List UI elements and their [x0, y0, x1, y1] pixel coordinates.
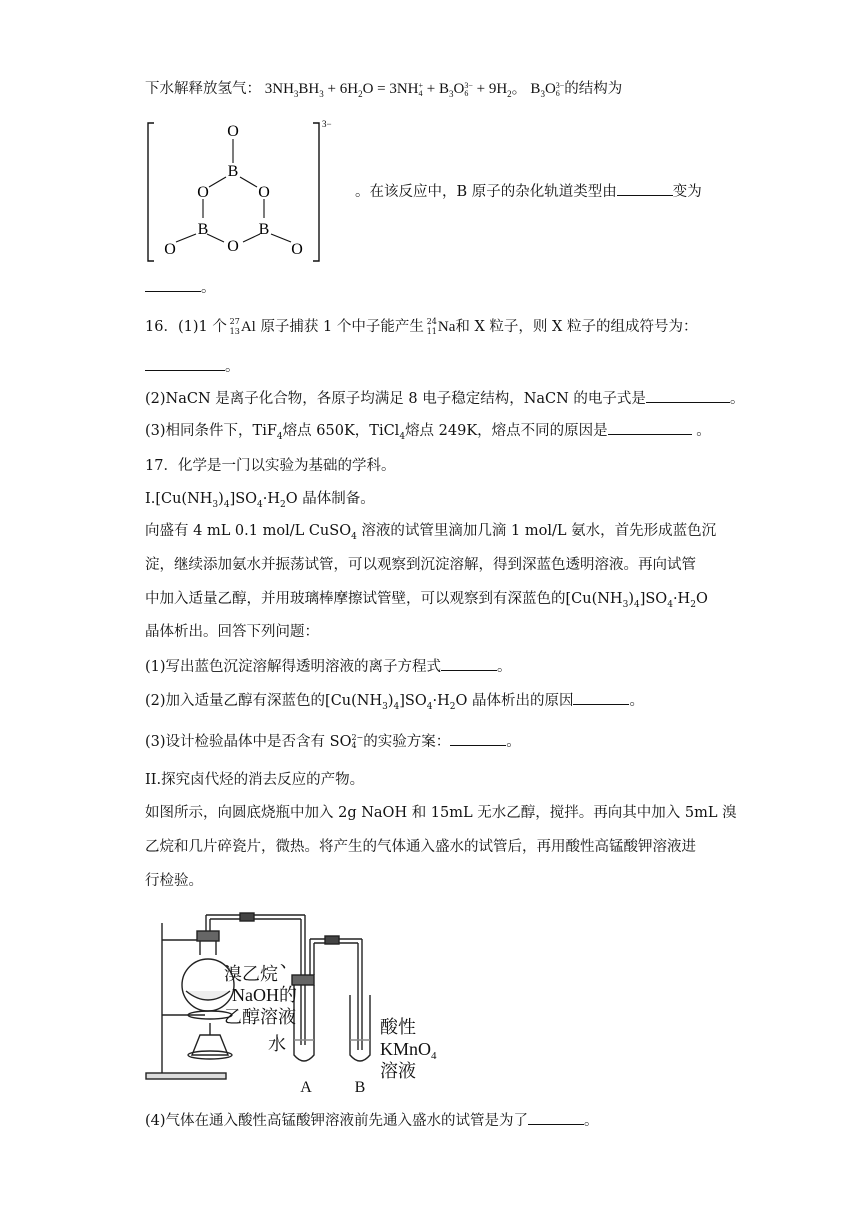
- q15-end: [145, 277, 216, 298]
- na-nuclide: 24 11: [426, 317, 437, 336]
- q17-p2-line2: 乙烷和几片碎瓷片，微热。将产生的气体通入盛水的试管后，再用酸性高锰酸钾溶液进: [145, 839, 696, 855]
- q15-text: [355, 181, 702, 202]
- end-mark: 。: [729, 391, 745, 407]
- eq-supsub: 3− 6: [464, 80, 473, 98]
- eq-sub: 3: [449, 89, 454, 99]
- label-bromoethane: 溴乙烷: [224, 964, 278, 984]
- eq-sub: 2: [507, 89, 512, 99]
- q17-p1-line4: 晶体析出。回答下列问题：: [145, 624, 319, 640]
- q16-1-answer: [145, 356, 240, 377]
- eq-term: 3NH: [264, 81, 294, 97]
- q16-3-c: 熔点 249K，熔点不同的原因是: [405, 423, 608, 439]
- label-a: A: [300, 1079, 312, 1095]
- answer-blank[interactable]: [145, 277, 201, 292]
- eq-term: O: [544, 81, 556, 97]
- al-nuclide: 27 13: [229, 317, 240, 336]
- q16-1-b: 原子捕获 1 个中子能产生: [260, 319, 424, 335]
- answer-blank[interactable]: [608, 420, 692, 435]
- answer-blank[interactable]: [617, 181, 673, 196]
- eq-term: O: [453, 81, 465, 97]
- q17-p2-line3: 行检验。: [145, 873, 203, 889]
- al-symbol: Al: [240, 319, 256, 335]
- sub: 4: [276, 431, 283, 442]
- q15-text-a: 。在该反应中，B 原子的杂化轨道类型由: [355, 184, 617, 200]
- atom-b-top: B: [227, 163, 239, 180]
- q15-text-b: 变为: [672, 184, 702, 200]
- atom-o-outer-right: O: [291, 241, 303, 258]
- q17-s4: (4)气体在通入酸性高锰酸钾溶液前先通入盛水的试管是为了 。: [145, 1110, 599, 1131]
- atom-o-top: O: [227, 123, 239, 140]
- answer-blank[interactable]: [441, 656, 497, 671]
- equation-prefix: 下水解释放氢气：: [145, 81, 261, 97]
- answer-blank[interactable]: [646, 388, 730, 403]
- eq-term: + 6H: [323, 81, 359, 97]
- label-dot: 、: [280, 951, 298, 971]
- label-water: 水: [268, 1034, 286, 1054]
- q16-2: [145, 388, 744, 409]
- q16-3-b: 熔点 650K，TiCl: [282, 423, 400, 439]
- equation-line: [145, 79, 622, 99]
- answer-blank[interactable]: [450, 731, 506, 746]
- eq-supsub: + 4: [418, 80, 424, 98]
- atom-o-bottom: O: [227, 238, 239, 255]
- q17-s3: (3)设计检验晶体中是否含有 SO 2− 4 的实验方案： 。: [145, 733, 521, 750]
- q17-s1: (1)写出蓝色沉淀溶解得透明溶液的离子方程式 。: [145, 656, 512, 677]
- atom-o-outer-left: O: [164, 241, 176, 258]
- label-acid: 酸性: [380, 1017, 416, 1037]
- q17-s2: (2)加入适量乙醇有深蓝色的$[Cu(NH_3)_4]SO_4\cdot H_2O$ 晶体析出的原因 。: [145, 690, 644, 711]
- apparatus-diagram: [140, 905, 460, 1095]
- q17-p1-line1: 向盛有 4 mL 0.1 mol/L CuSO$_4$ 溶液的试管里滴加几滴 1 mol/L 氨水，首先形成蓝色沉: [145, 523, 717, 542]
- q16-1-c: 和 X 粒子，则 X 粒子的组成符号为：: [455, 319, 698, 335]
- q16-3: [145, 420, 711, 441]
- label-naoh: NaOH的: [232, 985, 297, 1005]
- eq-sub: 3: [293, 89, 299, 99]
- q17-p2-line1: 如图所示，向圆底烧瓶中加入 2g NaOH 和 15mL 无水乙醇，搅拌。再向其中加入 5mL 溴: [145, 805, 737, 821]
- sub: 4: [399, 431, 406, 442]
- q17-p1-line2: 淀，继续添加氨水并振荡试管，可以观察到沉淀溶解，得到深蓝色透明溶液。再向试管: [145, 557, 696, 573]
- q16-1: [145, 317, 697, 337]
- atom-b-right: B: [258, 221, 270, 238]
- so4-supsub: 2− 4: [351, 733, 364, 750]
- na-symbol: Na: [437, 319, 456, 335]
- b3o6-structure: [140, 115, 350, 270]
- charge-label: 3−: [322, 119, 332, 129]
- q16-1-a: 16．(1)1 个: [145, 319, 227, 335]
- eq-sub: 3: [540, 89, 545, 99]
- end-mark: 。: [225, 359, 240, 375]
- q17-p1-line3: 中加入适量乙醇，并用玻璃棒摩擦试管壁，可以观察到有深蓝色的$[Cu(NH_3)_4]SO_4\cdot H_2O$: [145, 591, 708, 610]
- answer-blank[interactable]: [573, 690, 629, 705]
- label-ethanol-solution: 乙醇溶液: [224, 1007, 296, 1027]
- q17-title: 17．化学是一门以实验为基础的学科。: [145, 458, 396, 474]
- answer-blank[interactable]: [528, 1110, 584, 1125]
- q15-end-mark: 。: [201, 280, 216, 296]
- q16-3-a: (3)相同条件下，TiF: [145, 423, 277, 439]
- end-mark: 。: [691, 423, 711, 439]
- answer-blank[interactable]: [145, 356, 225, 371]
- eq-term: O = 3NH: [362, 81, 419, 97]
- atom-b-left: B: [197, 221, 209, 238]
- eq-sub: 2: [358, 89, 363, 99]
- q17-part2: II.探究卤代烃的消去反应的产物。: [145, 772, 365, 788]
- eq-suffix: 的结构为: [564, 81, 623, 97]
- q17-part1: $I.[Cu(NH_3)_4]SO_4\cdot H_2O$ 晶体制备。: [145, 491, 375, 510]
- label-solution: 溶液: [380, 1061, 416, 1081]
- eq-term: + B: [423, 81, 450, 97]
- label-b: B: [354, 1079, 366, 1095]
- atom-o-right: O: [258, 184, 270, 201]
- label-kmno4: KMnO$_4$: [380, 1039, 437, 1062]
- eq-term: BH: [298, 81, 320, 97]
- eq-term: 。 B: [511, 81, 541, 97]
- eq-sub: 3: [319, 89, 324, 99]
- atom-o-left: O: [197, 184, 209, 201]
- eq-supsub: 3− 6: [555, 80, 565, 98]
- eq-term: + 9H: [472, 81, 508, 97]
- q16-2-text: (2)NaCN 是离子化合物，各原子均满足 8 电子稳定结构，NaCN 的电子式是: [145, 391, 646, 407]
